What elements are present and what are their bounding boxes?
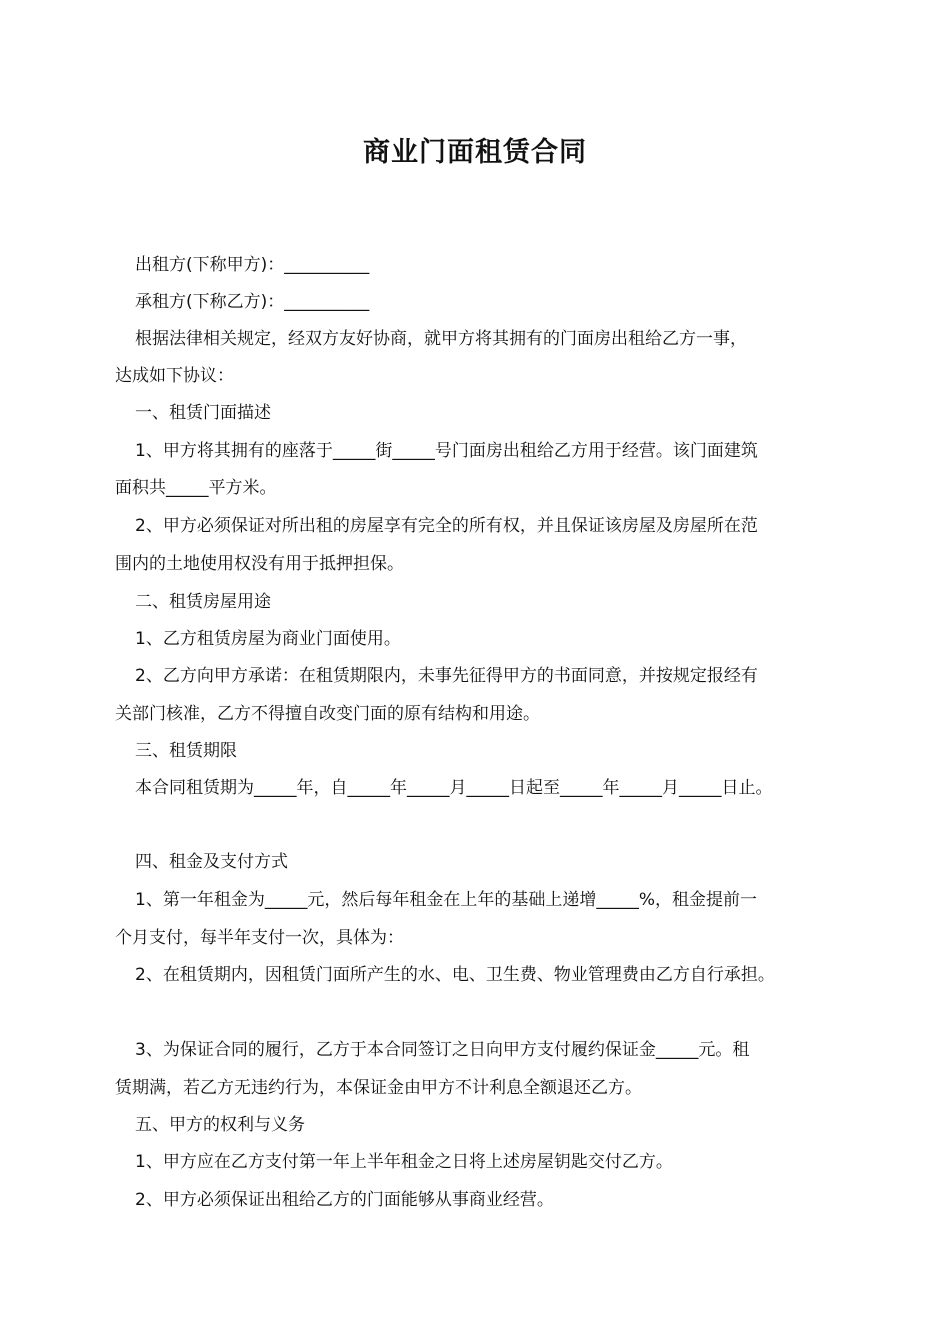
clause-4-2: 2、在租赁期内，因租赁门面所产生的水、电、卫生费、物业管理费由乙方自行承担。 (135, 965, 775, 985)
section-heading-5: 五、甲方的权利与义务 (135, 1115, 305, 1135)
document-title: 商业门面租赁合同 (363, 137, 587, 168)
section-heading-1: 一、租赁门面描述 (135, 403, 271, 423)
preamble-line-1: 根据法律相关规定，经双方友好协商，就甲方将其拥有的门面房出租给乙方一事， (135, 329, 747, 349)
lessee-line: 承租方(下称乙方)：__________ (135, 292, 370, 312)
clause-2-2-line-1: 2、乙方向甲方承诺：在租赁期限内，未事先征得甲方的书面同意，并按规定报经有 (135, 666, 758, 686)
section-heading-4: 四、租金及支付方式 (135, 852, 288, 872)
clause-5-1: 1、甲方应在乙方支付第一年上半年租金之日将上述房屋钥匙交付乙方。 (135, 1152, 673, 1172)
clause-1-2-line-1: 2、甲方必须保证对所出租的房屋享有完全的所有权，并且保证该房屋及房屋所在范 (135, 516, 758, 536)
clause-4-3-line-1: 3、为保证合同的履行，乙方于本合同签订之日向甲方支付履约保证金_____元。租 (135, 1040, 750, 1060)
clause-4-1-line-2: 个月支付，每半年支付一次，具体为： (115, 928, 404, 948)
clause-3-term: 本合同租赁期为_____年，自_____年_____月_____日起至_____年_____月_____日止。 (135, 778, 773, 798)
clause-1-1-line-1: 1、甲方将其拥有的座落于_____街_____号门面房出租给乙方用于经营。该门面建筑 (135, 441, 758, 461)
clause-4-3-line-2: 赁期满，若乙方无违约行为，本保证金由甲方不计利息全额退还乙方。 (115, 1078, 642, 1098)
clause-4-1-line-1: 1、第一年租金为_____元，然后每年租金在上年的基础上递增_____%，租金提前一 (135, 890, 757, 910)
section-heading-3: 三、租赁期限 (135, 741, 237, 761)
clause-2-1: 1、乙方租赁房屋为商业门面使用。 (135, 629, 401, 649)
section-heading-2: 二、租赁房屋用途 (135, 592, 271, 612)
clause-5-2: 2、甲方必须保证出租给乙方的门面能够从事商业经营。 (135, 1190, 554, 1210)
clause-1-2-line-2: 围内的土地使用权没有用于抵押担保。 (115, 554, 404, 574)
preamble-line-2: 达成如下协议： (115, 366, 234, 386)
lessor-line: 出租方(下称甲方)：__________ (135, 255, 370, 275)
clause-2-2-line-2: 关部门核准，乙方不得擅自改变门面的原有结构和用途。 (115, 704, 540, 724)
clause-1-1-line-2: 面积共_____平方米。 (115, 478, 277, 498)
